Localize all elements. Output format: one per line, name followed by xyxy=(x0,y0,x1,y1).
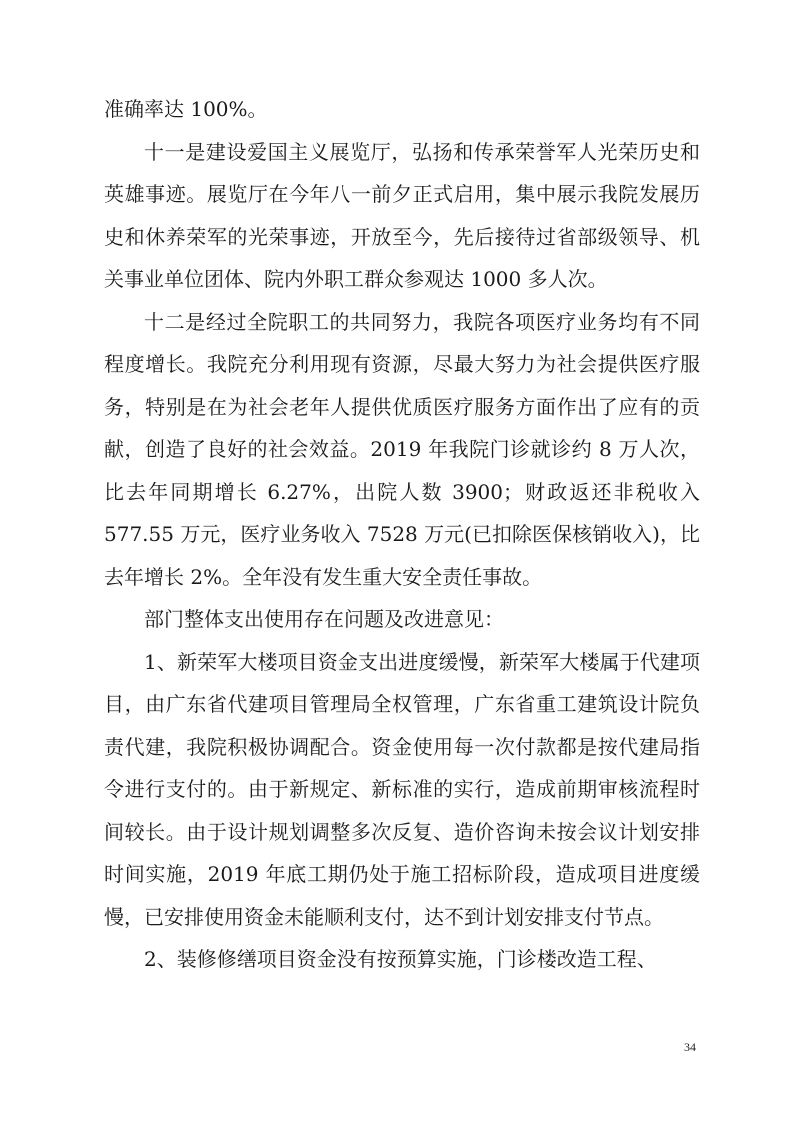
body-text xyxy=(104,88,700,981)
paragraph-issue-2: 2、装修修缮项目资金没有按预算实施，门诊楼改造工程、 xyxy=(144,947,657,971)
paragraph-exhibition-hall: 十一是建设爱国主义展览厅，弘扬和传承荣誉军人光荣历史和英雄事迹。展览厅在今年八一前夕正式启用，集中展示我院发展历史和休养荣军的光荣事迹，开放至今，先后接待过省部级领导、机关事业单位团体、院内外职工群众参观达 1000 多人次。 xyxy=(104,139,700,291)
paragraph-issue-1: 1、新荣军大楼项目资金支出进度缓慢，新荣军大楼属于代建项目，由广东省代建项目管理局全权管理，广东省重工建筑设计院负责代建，我院积极协调配合。资金使用每一次付款都是按代建局指令进行支付的。由于新规定、新标准的实行，造成前期审核流程时间较长。由于设计规划调整多次反复、造价咨询未按会议计划安排时间实施，2019 年底工期仍处于施工招标阶段，造成项目进度缓慢，已安排使用资金未能顺利支付，达不到计划安排支付节点。 xyxy=(104,649,700,929)
paragraph-accuracy: 准确率达 100%。 xyxy=(104,97,268,121)
page-number: 34 xyxy=(684,1040,696,1054)
paragraph-medical-growth: 十二是经过全院职工的共同努力，我院各项医疗业务均有不同程度增长。我院充分利用现有资源，尽最大努力为社会提供医疗服务，特别是在为社会老年人提供优质医疗服务方面作出了应有的贡献，创造了良好的社会效益。2019 年我院门诊就诊约 8 万人次，比去年同期增长 6.27%，出院人数 3900；财政返还非税收入 577.55 万元，医疗业务收入 7528 万元(已扣除医保核销收入)，比去年增长 2%。全年没有发生重大安全责任事故。 xyxy=(104,309,700,589)
paragraph-issues-heading: 部门整体支出使用存在问题及改进意见： xyxy=(144,607,504,631)
